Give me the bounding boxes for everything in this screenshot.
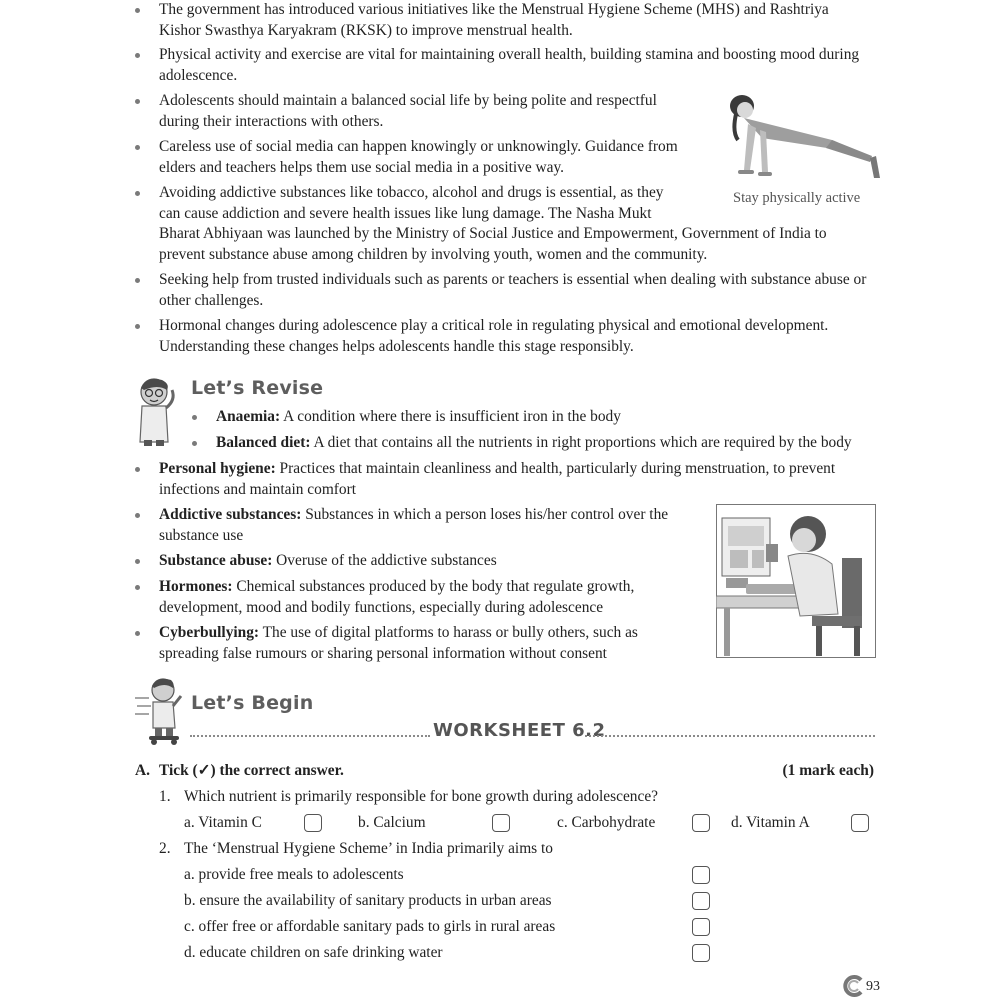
answer-checkbox[interactable] (851, 814, 869, 832)
answer-checkbox[interactable] (692, 814, 710, 832)
answer-checkbox[interactable] (692, 892, 710, 910)
marks-note: (1 mark each) (782, 762, 874, 779)
answer-checkbox[interactable] (692, 944, 710, 962)
option-label: c. offer free or affordable sanitary pads to girls in rural areas (184, 918, 556, 935)
answer-checkbox[interactable] (692, 918, 710, 936)
question-text: The ‘Menstrual Hygiene Scheme’ in India primarily aims to (184, 840, 553, 857)
answer-checkbox[interactable] (492, 814, 510, 832)
list-item: Anaemia: A condition where there is insufficient iron in the body (216, 407, 886, 428)
list-item: Substance abuse: Overuse of the addictive substances (159, 551, 704, 572)
list-item: Avoiding addictive substances like tobacco, alcohol and drugs is essential, as they can cause addiction and severe health issues like lung damage. The Nasha Mukt Bharat Abhiyaan was launched by the Ministry of Social Justice and Empowerment, Government of India to prevent substance abuse among children by involving youth, women and the community. (159, 183, 874, 265)
exercise-illustration (722, 92, 882, 187)
lets-begin-heading: Let’s Begin (191, 692, 314, 714)
list-item: Hormones: Chemical substances produced by the body that regulate growth, development, mood and bodily functions, especially during adolescence (159, 577, 679, 618)
option-label: c. Carbohydrate (557, 814, 656, 831)
question-number: 1. (159, 788, 171, 805)
option-label: b. Calcium (358, 814, 426, 831)
list-item: Personal hygiene: Practices that maintain cleanliness and health, particularly during menstruation, to prevent infections and maintain comfort (159, 459, 874, 500)
page-number: 93 (866, 979, 880, 994)
answer-checkbox[interactable] (692, 866, 710, 884)
option-label: d. Vitamin A (731, 814, 810, 831)
question-text: Which nutrient is primarily responsible for bone growth during adolescence? (184, 788, 658, 805)
boy-skateboard-icon (135, 676, 183, 746)
page-logo-icon (843, 975, 865, 997)
list-item: The government has introduced various initiatives like the Menstrual Hygiene Scheme (MHS) and Rashtriya Kishor Swasthya Karyakram (RKSK) to improve menstrual health. (159, 0, 874, 41)
list-item: Addictive substances: Substances in which a person loses his/her control over the substance use (159, 505, 704, 546)
dotted-rule-right (585, 735, 875, 737)
section-instruction: Tick (✓) the correct answer. (159, 762, 344, 779)
question-number: 2. (159, 840, 171, 857)
list-item: Seeking help from trusted individuals such as parents or teachers is essential when dealing with substance abuse or other challenges. (159, 270, 874, 311)
option-label: a. provide free meals to adolescents (184, 866, 404, 883)
dotted-rule-left (190, 735, 430, 737)
list-item: Cyberbullying: The use of digital platforms to harass or bully others, such as spreading false rumours or sharing personal information without consent (159, 623, 679, 664)
list-item: Balanced diet: A diet that contains all the nutrients in right proportions which are required by the body (216, 433, 886, 454)
section-label: A. (135, 762, 150, 779)
option-label: a. Vitamin C (184, 814, 262, 831)
option-label: d. educate children on safe drinking water (184, 944, 443, 961)
lets-revise-heading: Let’s Revise (191, 377, 324, 399)
worksheet-title: WORKSHEET 6.2 (433, 720, 606, 741)
list-item: Physical activity and exercise are vital for maintaining overall health, building stamina and boosting mood during adolescence. (159, 45, 874, 86)
computer-user-illustration (716, 504, 876, 658)
boy-mascot-icon (132, 376, 178, 448)
figure-caption: Stay physically active (733, 190, 861, 206)
option-label: b. ensure the availability of sanitary products in urban areas (184, 892, 552, 909)
answer-checkbox[interactable] (304, 814, 322, 832)
list-item: Adolescents should maintain a balanced social life by being polite and respectful during their interactions with others. (159, 91, 679, 132)
list-item: Hormonal changes during adolescence play a critical role in regulating physical and emotional development. Understanding these changes helps adolescents handle this stage responsibly. (159, 316, 874, 357)
list-item: Careless use of social media can happen knowingly or unknowingly. Guidance from elders and teachers helps them use social media in a positive way. (159, 137, 679, 178)
